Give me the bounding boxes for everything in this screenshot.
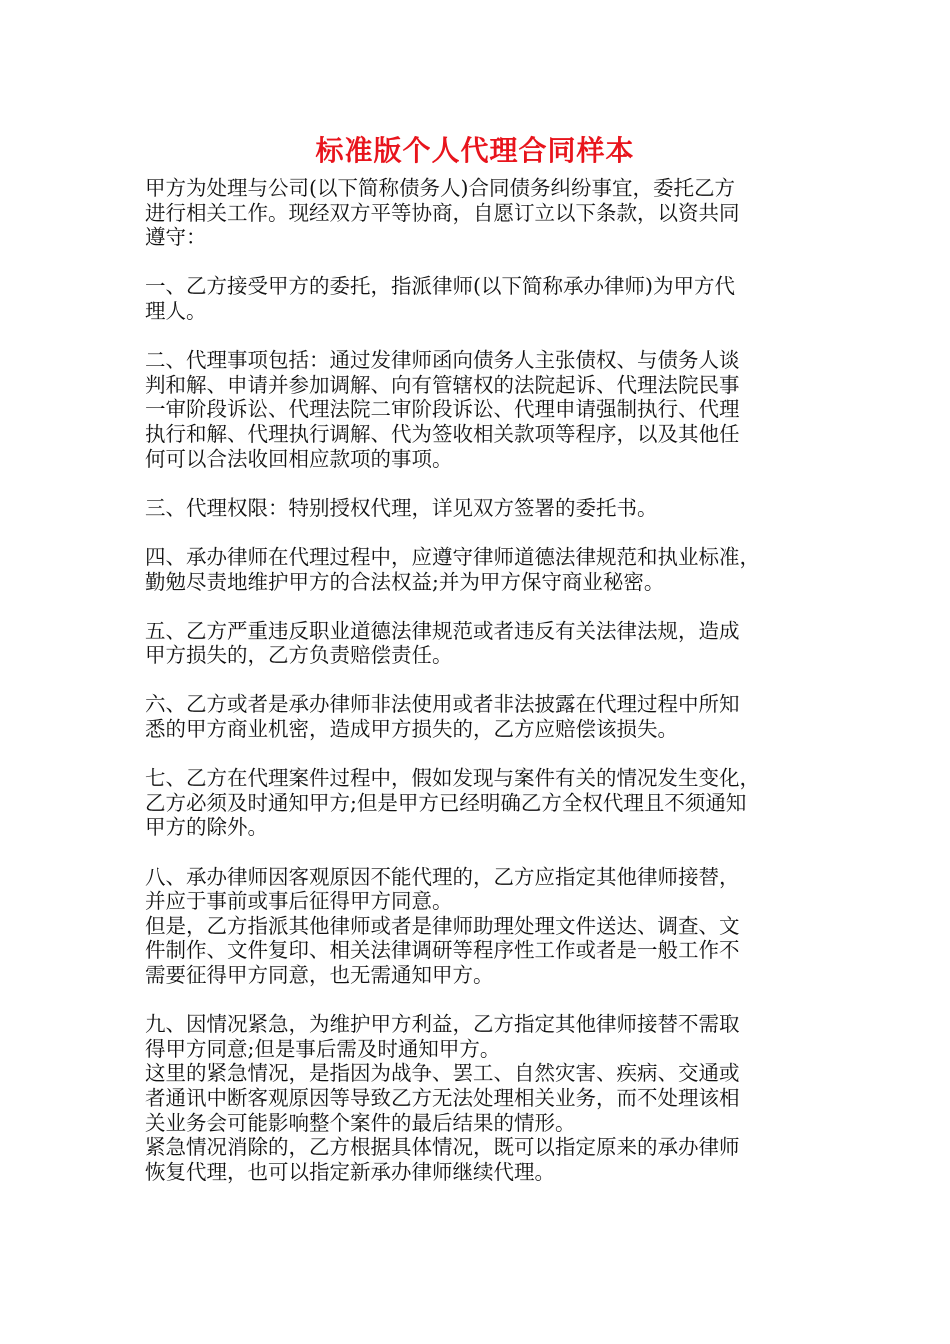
clause-4: 四、承办律师在代理过程中，应遵守律师道德法律规范和执业标准， 勤勉尽责地维护甲方的合法权益;并为甲方保守商业秘密。 bbox=[145, 544, 760, 594]
paragraph-gap bbox=[145, 471, 815, 496]
clause-9: 九、因情况紧急，为维护甲方利益，乙方指定其他律师接替不需取 得甲方同意;但是事后需及时通知甲方。 这里的紧急情况，是指因为战争、罢工、自然灾害、疾病、交通或 者通讯中断客观原因等导致乙方无法处理相关业务，而不处理该相 关业务会可能影响整个案件的最后结果的情形。 紧急情况消除的，乙方根据具体情况，既可以指定原来的承办律师 恢复代理，也可以指定新承办律师继续代理。 bbox=[145, 1012, 740, 1184]
intro-paragraph: 甲方为处理与公司(以下简称债务人)合同债务纠纷事宜，委托乙方 进行相关工作。现经双方平等协商，自愿订立以下条款，以资共同 遵守： bbox=[145, 176, 740, 250]
paragraph-gap bbox=[145, 324, 815, 349]
clause-8: 八、承办律师因客观原因不能代理的，乙方应指定其他律师接替， 并应于事前或事后征得甲方同意。 但是，乙方指派其他律师或者是律师助理处理文件送达、调查、文 件制作、文件复印、相关法律调研等程序性工作或者是一般工作不 需要征得甲方同意，也无需通知甲方。 bbox=[145, 864, 740, 987]
paragraph-gap bbox=[145, 988, 815, 1013]
document-title: 标准版个人代理合同样本 bbox=[315, 134, 635, 167]
paragraph-gap bbox=[145, 840, 815, 865]
clause-7: 七、乙方在代理案件过程中，假如发现与案件有关的情况发生变化， 乙方必须及时通知甲方;但是甲方已经明确乙方全权代理且不须通知 甲方的除外。 bbox=[145, 766, 760, 840]
clause-3: 三、代理权限：特别授权代理，详见双方签署的委托书。 bbox=[145, 495, 658, 520]
paragraph-gap bbox=[145, 742, 815, 767]
clause-6: 六、乙方或者是承办律师非法使用或者非法披露在代理过程中所知 悉的甲方商业机密，造成甲方损失的，乙方应赔偿该损失。 bbox=[145, 692, 740, 742]
paragraph-gap bbox=[145, 668, 815, 693]
clause-5: 五、乙方严重违反职业道德法律规范或者违反有关法律法规，造成 甲方损失的，乙方负责赔偿责任。 bbox=[145, 618, 740, 668]
document-body bbox=[145, 176, 815, 1184]
clause-1: 一、乙方接受甲方的委托，指派律师(以下简称承办律师)为甲方代 理人。 bbox=[145, 274, 735, 323]
paragraph-gap bbox=[145, 520, 815, 545]
clause-2: 二、代理事项包括：通过发律师函向债务人主张债权、与债务人谈 判和解、申请并参加调解、向有管辖权的法院起诉、代理法院民事 一审阶段诉讼、代理法院二审阶段诉讼、代理申请强制执行、代理 执行和解、代理执行调解、代为签收相关款项等程序，以及其他任 何可以合法收回相应款项的事项。 bbox=[145, 348, 740, 471]
paragraph-gap bbox=[145, 594, 815, 619]
paragraph-gap bbox=[145, 250, 815, 275]
